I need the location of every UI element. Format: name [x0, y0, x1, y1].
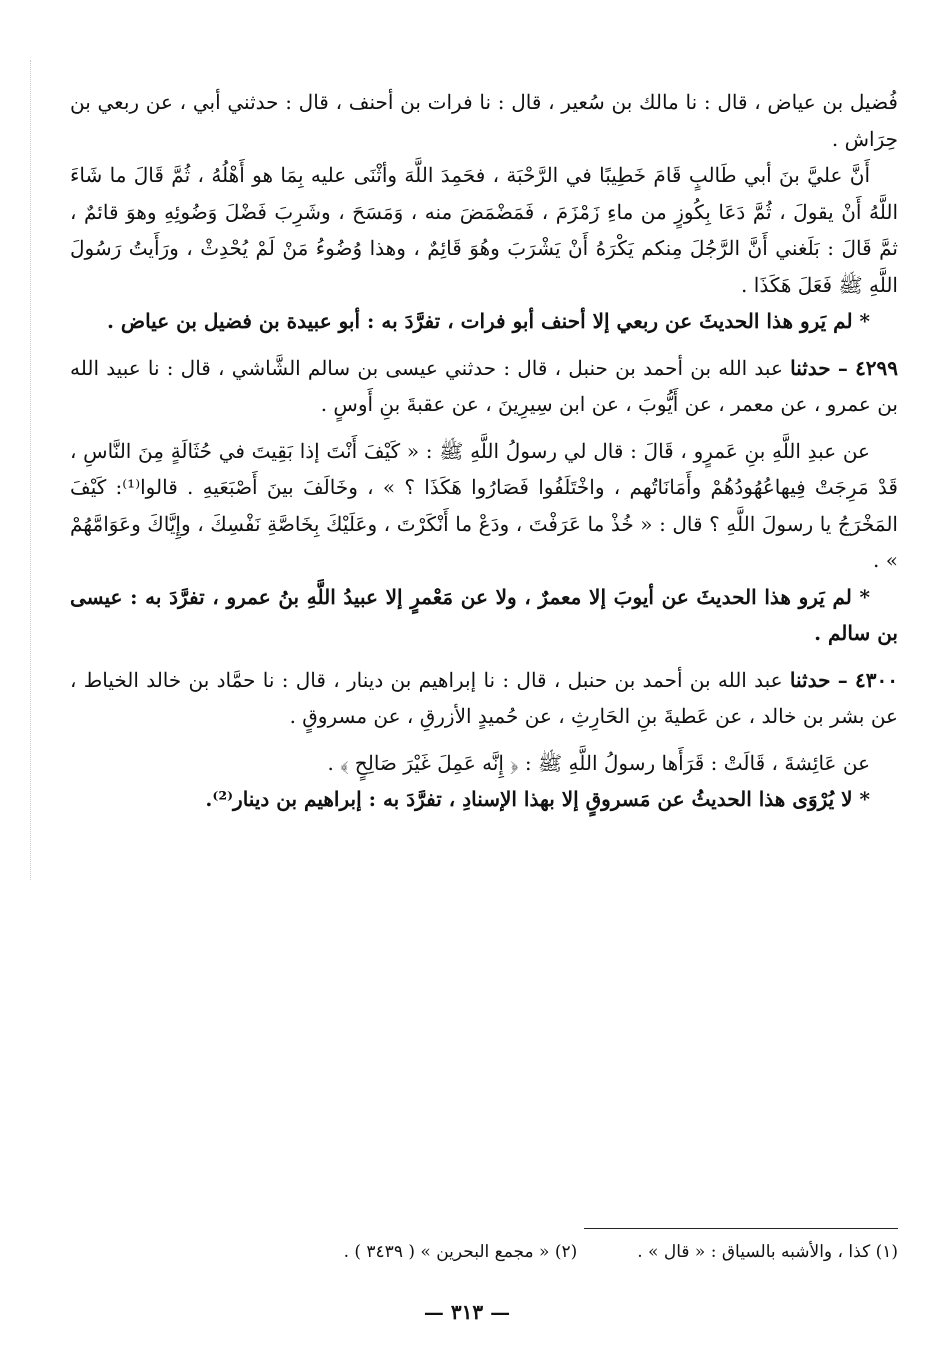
paragraph-hadith-text: أَنَّ عليَّ بنَ أبي طَالبٍ قَامَ خَطِيبًا في الرَّحْبَة ، فحَمِدَ اللَّهَ وأثْنَى عليه بِمَا هو أَهْلُهُ ، ثُمَّ قَالَ ما شَاءَ اللَّهُ أَنْ يقولَ ، ثُمَّ دَعَا بِكُوزٍ من ماءِ زَمْزَمَ ، فَمَضْمَضَ منه ، وَمَسَحَ ، وشَرِبَ فَضْلَ وَضُوئِهِ وهوَ قائمٌ ، ثمَّ قَالَ : بَلَغني أَنَّ الرَّجُلَ مِنكم يَكْرَهُ أَنْ يَشْرَبَ وهُوَ قَائِمٌ ، وهذا وُضُوءُ مَنْ لَمْ يُحْدِثْ ، ورَأَيتُ رَسُولَ اللَّهِ ﷺ فَعَلَ هَكَذَا . [70, 163, 898, 297]
footnote-2: (٢) « مجمع البحرين » ( ٣٤٣٩ ) . [343, 1242, 578, 1262]
paragraph-hadith-text: عن عَائِشةَ ، قَالَتْ : قَرَأَها رسولُ اللَّهِ ﷺ : ﴿ إِنَّه عَمِلَ غَيْرَ صَالِحٍ ﴾ . [327, 750, 870, 775]
hadith-chain: عبد الله بن أحمد بن حنبل ، قال : حدثني عيسى بن سالم الشَّاشي ، قال : نا عبيد الله بن عمرو ، عن معمر ، عن أَيُّوبَ ، عن ابن سِيرِينَ ، عن عقبةَ بنِ أَوسٍ . [70, 355, 898, 416]
paragraph-commentary: * لم يَرو هذا الحديثَ عن أيوبَ إلا معمرٌ ، ولا عن مَعْمرٍ إلا عبيدُ اللَّهِ بنُ عمرو ، تفرَّدَ به : عيسى بن سالم . [70, 584, 898, 645]
footnote-separator [584, 1228, 898, 1229]
hadith-dash: – [837, 355, 848, 380]
footnote-1: (١) كذا ، والأشبه بالسياق : « قال » . [637, 1242, 898, 1262]
hadith-number: ٤٣٠٠ [855, 667, 898, 692]
hadith-entry-4299 [70, 350, 898, 423]
paragraph-hadith-text: عن عبدِ اللَّهِ بنِ عَمرٍو ، قَالَ : قال لي رسولُ اللَّهِ ﷺ : « كَيْفَ أَنْتَ إذا بَقِيتَ في حُثَالَةٍ مِنَ النَّاسِ ، قَدْ مَرِجَتْ فِيهاعُهُودُهُمْ وأَمَانَاتُهم ، واخْتَلَفُوا فَصَارُوا هَكَذَا ؟ » ، وخَالَفَ بينَ أَصْبَعَيهِ . قالوا⁽¹⁾: كَيْفَ المَخْرَجُ يا رسولَ اللَّهِ ؟ قال : « خُذْ ما عَرَفْتَ ، ودَعْ ما أَنْكَرْتَ ، وعَلَيْكَ بِخَاصَّةِ نَفْسِكَ ، وإِيَّاكَ وعَوَامَّهُمْ » . [70, 438, 898, 572]
paragraph-chain-continuation: فُضيل بن عياض ، قال : نا مالك بن سُعير ، قال : نا فرات بن أحنف ، قال : حدثني أبي ، عن ربعي بن حِرَاش . [70, 90, 898, 151]
main-text [70, 84, 898, 818]
hadith-chain: عبد الله بن أحمد بن حنبل ، قال : نا إبراهيم بن دينار ، قال : نا حمَّاد بن خالد الخياط ، عن بشر بن خالد ، عن عَطيةَ بنِ الحَارِثِ ، عن حُميدٍ الأزرقِ ، عن مسروقٍ . [70, 667, 898, 728]
hadith-lead-word: حدثنا [790, 355, 831, 380]
footnotes [70, 1238, 898, 1266]
hadith-dash: – [837, 667, 848, 692]
paragraph-commentary: * لا يُرْوَى هذا الحديثُ عن مَسروقٍ إلا بهذا الإسنادِ ، تفرَّدَ به : إبراهيم بن دينار⁽²⁾. [205, 787, 870, 811]
paragraph-commentary: * لم يَرو هذا الحديثَ عن ربعي إلا أحنف أبو فرات ، تفرَّدَ به : أبو عبيدة بن فضيل بن عياض . [106, 309, 870, 333]
hadith-number: ٤٢٩٩ [855, 355, 899, 380]
page-number: — ٣١٣ — [423, 1300, 511, 1324]
margin-dotted-line [30, 60, 31, 880]
hadith-lead-word: حدثنا [789, 667, 831, 692]
hadith-entry-4300 [70, 662, 898, 735]
